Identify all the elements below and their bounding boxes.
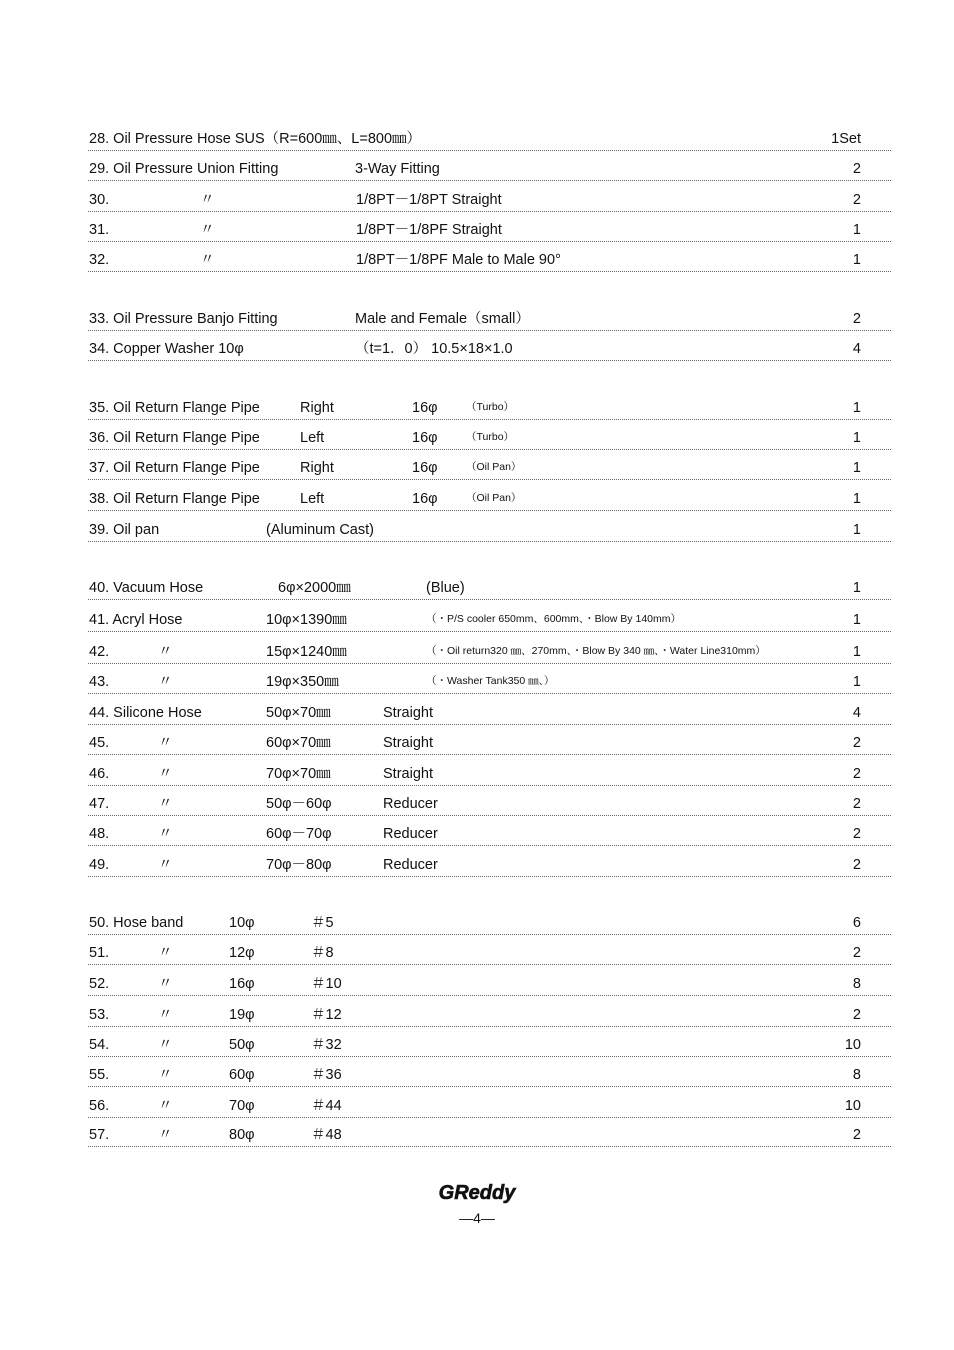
ditto-mark: 〃: [158, 1098, 173, 1114]
list-item: [88, 763, 891, 786]
item-qty: 2: [852, 192, 861, 208]
item-qty: 2: [852, 945, 861, 961]
item-name: 41. Acryl Hose: [89, 612, 183, 628]
item-qty: 2: [852, 311, 861, 327]
item-band-number: ＃12: [311, 1007, 342, 1023]
ditto-mark: 〃: [200, 192, 215, 208]
item-name: 54.: [89, 1037, 110, 1053]
greddy-logo: [422, 1180, 532, 1204]
item-name: 50. Hose band: [89, 915, 184, 931]
list-item: [88, 577, 891, 600]
item-name: 51.: [89, 945, 110, 961]
item-name: 34. Copper Washer 10φ: [89, 341, 244, 357]
item-name: 57.: [89, 1127, 110, 1143]
item-spec: 1/8PT－1/8PT Straight: [356, 192, 502, 208]
item-qty: 2: [852, 826, 861, 842]
item-name: 48.: [89, 826, 110, 842]
item-qty: 2: [852, 766, 861, 782]
item-qty: 2: [852, 1007, 861, 1023]
item-name: 36. Oil Return Flange Pipe: [89, 430, 260, 446]
item-band-number: ＃8: [311, 945, 334, 961]
item-spec: Reducer: [383, 796, 438, 812]
item-size: 10φ×1390㎜: [266, 612, 347, 628]
item-size: 70φ×70㎜: [266, 766, 331, 782]
item-spec: 1/8PT－1/8PF Straight: [356, 222, 502, 238]
item-spec: Straight: [383, 766, 433, 782]
list-item: [88, 1124, 891, 1147]
item-name: 30.: [89, 192, 110, 208]
item-size: 15φ×1240㎜: [266, 644, 347, 660]
item-name: 38. Oil Return Flange Pipe: [89, 491, 260, 507]
item-qty: 10: [844, 1098, 861, 1114]
list-item: [88, 854, 891, 877]
item-spec: (Blue): [426, 580, 465, 596]
item-spec: 3-Way Fitting: [355, 161, 440, 177]
list-item: [88, 793, 891, 816]
list-item: [88, 189, 891, 212]
item-qty: 1: [852, 252, 861, 268]
ditto-mark: 〃: [158, 735, 173, 751]
list-item: [88, 249, 891, 272]
item-size: 60φ－70φ: [266, 826, 332, 842]
ditto-mark: 〃: [200, 252, 215, 268]
item-qty: 2: [852, 796, 861, 812]
item-spec: Male and Female（small）: [355, 311, 530, 327]
item-qty: 8: [852, 976, 861, 992]
item-name: 42.: [89, 644, 110, 660]
item-size: 60φ: [229, 1067, 255, 1083]
ditto-mark: 〃: [158, 1127, 173, 1143]
list-item: [88, 1064, 891, 1087]
item-qty: 2: [852, 735, 861, 751]
item-side: Right: [300, 460, 334, 476]
list-item: [88, 702, 891, 725]
list-item: [88, 1034, 891, 1057]
list-item: [88, 488, 891, 511]
item-size: 80φ: [229, 1127, 255, 1143]
item-qty: 1: [852, 522, 861, 538]
list-item: [88, 671, 891, 694]
item-qty: 1: [852, 460, 861, 476]
item-qty: 10: [844, 1037, 861, 1053]
ditto-mark: 〃: [158, 826, 173, 842]
item-band-number: ＃48: [311, 1127, 342, 1143]
item-qty: 1: [852, 612, 861, 628]
item-spec: （t=1．0） 10.5×18×1.0: [355, 341, 513, 357]
list-item: [88, 397, 891, 420]
item-name: 32.: [89, 252, 110, 268]
item-size: 6φ×2000㎜: [278, 580, 351, 596]
item-size: 70φ－80φ: [266, 857, 332, 873]
item-name: 47.: [89, 796, 110, 812]
item-side: Left: [300, 430, 325, 446]
item-name: 29. Oil Pressure Union Fitting: [89, 161, 279, 177]
item-band-number: ＃36: [311, 1067, 342, 1083]
item-size: 16φ: [412, 460, 438, 476]
item-qty: 1: [852, 400, 861, 416]
item-size: 19φ: [229, 1007, 255, 1023]
list-item: [88, 219, 891, 242]
item-band-number: ＃10: [311, 976, 342, 992]
item-name: 28. Oil Pressure Hose SUS（R=600㎜、L=800㎜）: [89, 131, 422, 147]
item-name: 56.: [89, 1098, 110, 1114]
item-size: 50φ: [229, 1037, 255, 1053]
item-size: 19φ×350㎜: [266, 674, 339, 690]
ditto-mark: 〃: [158, 644, 173, 660]
item-note: （・P/S cooler 650mm、600mm、・Blow By 140mm）: [426, 613, 681, 625]
list-item: [88, 1004, 891, 1027]
item-qty: 4: [852, 341, 861, 357]
item-spec: Reducer: [383, 826, 438, 842]
item-size: 60φ×70㎜: [266, 735, 331, 751]
item-qty: 1: [852, 644, 861, 660]
item-name: 31.: [89, 222, 110, 238]
item-name: 44. Silicone Hose: [89, 705, 202, 721]
page-number: —4—: [459, 1210, 495, 1226]
item-qty: 1: [852, 430, 861, 446]
list-item: [88, 457, 891, 480]
item-qty: 4: [852, 705, 861, 721]
ditto-mark: 〃: [200, 222, 215, 238]
item-size: 16φ: [229, 976, 255, 992]
item-name: 37. Oil Return Flange Pipe: [89, 460, 260, 476]
item-name: 46.: [89, 766, 110, 782]
item-size: 16φ: [412, 400, 438, 416]
item-name: 43.: [89, 674, 110, 690]
list-item: [88, 609, 891, 632]
item-spec: Straight: [383, 705, 433, 721]
ditto-mark: 〃: [158, 976, 173, 992]
item-qty: 1: [852, 222, 861, 238]
list-item: [88, 519, 891, 542]
item-qty: 1: [852, 491, 861, 507]
list-item: [88, 128, 891, 151]
item-qty: 2: [852, 161, 861, 177]
list-item: [88, 641, 891, 664]
ditto-mark: 〃: [158, 1067, 173, 1083]
item-qty: 1Set: [831, 131, 861, 147]
item-name: 52.: [89, 976, 110, 992]
list-item: [88, 942, 891, 965]
item-note: （Oil Pan）: [466, 461, 522, 473]
item-name: 45.: [89, 735, 110, 751]
item-name: 33. Oil Pressure Banjo Fitting: [89, 311, 278, 327]
ditto-mark: 〃: [158, 674, 173, 690]
list-item: [88, 912, 891, 935]
item-band-number: ＃5: [311, 915, 334, 931]
ditto-mark: 〃: [158, 857, 173, 873]
item-name: 39. Oil pan: [89, 522, 160, 538]
item-size: 16φ: [412, 491, 438, 507]
ditto-mark: 〃: [158, 766, 173, 782]
item-name: 35. Oil Return Flange Pipe: [89, 400, 260, 416]
item-band-number: ＃44: [311, 1098, 342, 1114]
item-size: 12φ: [229, 945, 255, 961]
item-size: 16φ: [412, 430, 438, 446]
item-note: （・Oil return320 ㎜、270mm、・Blow By 340 ㎜、・Water Line310mm）: [426, 645, 766, 657]
ditto-mark: 〃: [158, 1007, 173, 1023]
item-spec: (Aluminum Cast): [266, 522, 374, 538]
item-note: （Turbo）: [466, 401, 515, 413]
item-note: （・Washer Tank350 ㎜、）: [426, 675, 555, 687]
list-item: [88, 427, 891, 450]
item-note: （Oil Pan）: [466, 492, 522, 504]
item-name: 55.: [89, 1067, 110, 1083]
ditto-mark: 〃: [158, 945, 173, 961]
item-qty: 2: [852, 1127, 861, 1143]
item-size: 70φ: [229, 1098, 255, 1114]
item-qty: 1: [852, 580, 861, 596]
item-qty: 6: [852, 915, 861, 931]
item-qty: 1: [852, 674, 861, 690]
logo-text: GReddy: [438, 1182, 516, 1204]
item-spec: Straight: [383, 735, 433, 751]
list-item: [88, 308, 891, 331]
item-side: Left: [300, 491, 325, 507]
item-name: 49.: [89, 857, 110, 873]
item-note: （Turbo）: [466, 431, 515, 443]
ditto-mark: 〃: [158, 1037, 173, 1053]
item-name: 53.: [89, 1007, 110, 1023]
item-side: Right: [300, 400, 334, 416]
list-item: [88, 823, 891, 846]
list-item: [88, 973, 891, 996]
item-qty: 8: [852, 1067, 861, 1083]
item-name: 40. Vacuum Hose: [89, 580, 204, 596]
list-item: [88, 1095, 891, 1118]
item-band-number: ＃32: [311, 1037, 342, 1053]
list-item: [88, 732, 891, 755]
item-qty: 2: [852, 857, 861, 873]
list-item: [88, 338, 891, 361]
item-spec: Reducer: [383, 857, 438, 873]
item-spec: 1/8PT－1/8PF Male to Male 90°: [356, 252, 561, 268]
item-size: 50φ×70㎜: [266, 705, 331, 721]
ditto-mark: 〃: [158, 796, 173, 812]
item-size: 50φ－60φ: [266, 796, 332, 812]
list-item: [88, 158, 891, 181]
item-size: 10φ: [229, 915, 255, 931]
